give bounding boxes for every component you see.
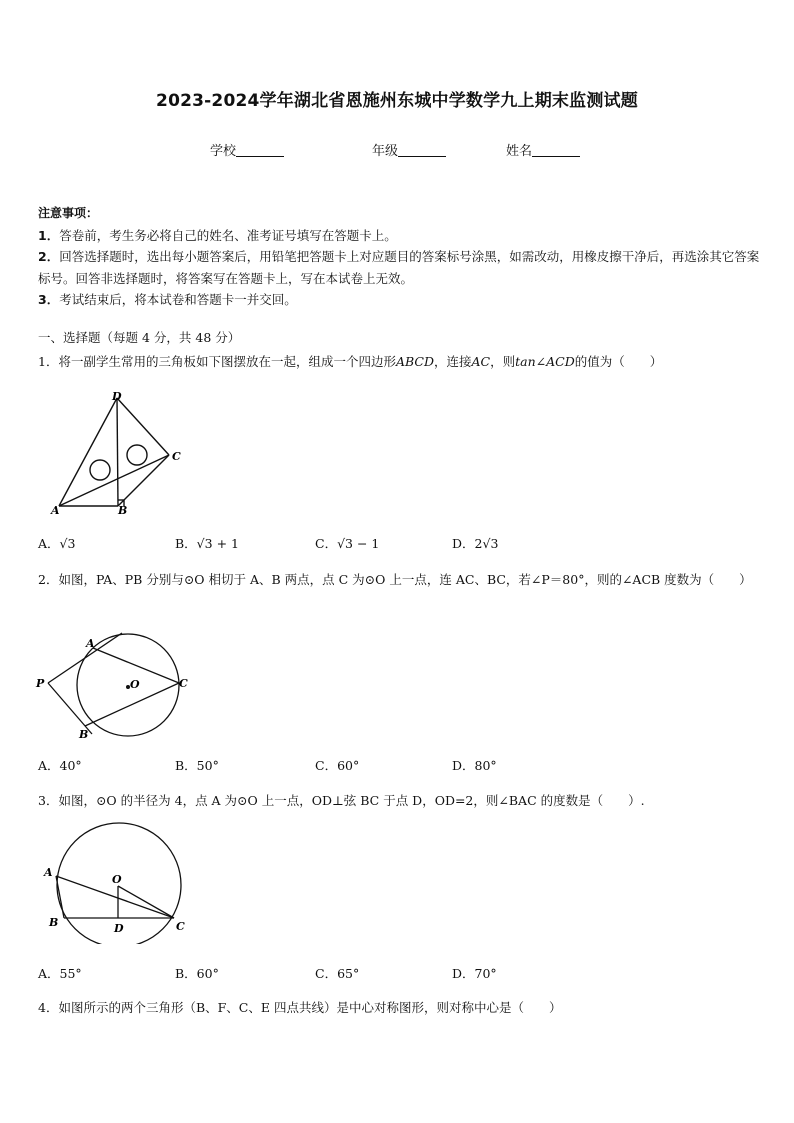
name-blank	[532, 142, 580, 157]
question-3-figure	[38, 822, 198, 944]
segment-oc	[118, 886, 174, 918]
label-b: B	[49, 916, 59, 929]
triangle-hole	[127, 445, 147, 465]
edge-db	[117, 398, 118, 506]
triangle-hole	[90, 460, 110, 480]
label-a: A	[44, 866, 53, 879]
label-o: O	[130, 678, 140, 691]
label-b: B	[118, 504, 128, 517]
note-item: 1．答卷前，考生务必将自己的姓名、准考证号填写在答题卡上。	[38, 227, 397, 243]
option-c[interactable]: C．65°	[315, 966, 360, 981]
note-item: 3．考试结束后，将本试卷和答题卡一并交回。	[38, 292, 297, 307]
name-field	[506, 140, 580, 159]
student-info-row	[0, 140, 794, 160]
label-a: A	[86, 637, 95, 650]
label-c: C	[176, 920, 185, 933]
tangent-pa	[48, 633, 122, 683]
question-3-options	[38, 964, 760, 986]
grade-field	[372, 140, 446, 159]
label-b: B	[79, 728, 89, 741]
label-d: D	[112, 390, 122, 403]
notes-heading: 注意事项：	[38, 206, 99, 220]
grade-label: 年级	[372, 144, 399, 159]
option-c[interactable]: C．60°	[315, 758, 360, 773]
note-item: 2．回答选择题时，选出每小题答案后，用铅笔把答题卡上对应题目的答案标号涂黑，如需改动，用橡皮擦干净后，再选涂其它答案标号。回答非选择题时，将答案写在答题卡上，写在本试卷上无效。	[38, 249, 760, 286]
option-b[interactable]: B．50°	[175, 758, 219, 773]
question-2-options	[38, 756, 760, 778]
edge-da	[59, 398, 117, 506]
label-p: P	[36, 677, 45, 690]
option-a[interactable]: A．√3	[38, 536, 76, 551]
notes-section	[38, 203, 760, 311]
section-title: 一、选择题（每题 4 分，共 48 分）	[38, 330, 241, 345]
grade-blank	[398, 142, 446, 157]
option-d[interactable]: D．70°	[452, 966, 497, 981]
option-a[interactable]: A．55°	[38, 966, 82, 981]
option-d[interactable]: D．2√3	[452, 536, 499, 551]
option-a[interactable]: A．40°	[38, 758, 82, 773]
label-c: C	[172, 450, 181, 463]
edge-ac	[59, 455, 169, 506]
question-2-figure	[32, 630, 202, 746]
question-2-stem: 2．如图，PA、PB 分别与⊙O 相切于 A、B 两点，点 C 为⊙O 上一点，连 AC、BC，若∠P＝80°，则的∠ACB 度数为（ ）	[38, 572, 752, 587]
name-label: 姓名	[506, 144, 533, 159]
school-blank	[236, 142, 284, 157]
question-1-figure	[48, 388, 198, 518]
chord-ab	[56, 876, 64, 918]
option-b[interactable]: B．60°	[175, 966, 219, 981]
option-c[interactable]: C．√3 − 1	[315, 536, 380, 551]
question-4-stem: 4．如图所示的两个三角形（B、F、C、E 四点共线）是中心对称图形，则对称中心是（ ）	[38, 1000, 562, 1015]
label-c: C	[179, 677, 188, 690]
school-label: 学校	[210, 144, 237, 159]
school-field	[210, 140, 284, 159]
option-b[interactable]: B．√3 + 1	[175, 536, 239, 551]
label-o: O	[112, 873, 122, 886]
question-3-stem: 3．如图，⊙O 的半径为 4，点 A 为⊙O 上一点，OD⊥弦 BC 于点 D，OD=2，则∠BAC 的度数是（ ）.	[38, 793, 645, 808]
exam-title: 2023-2024学年湖北省恩施州东城中学数学九上期末监测试题	[156, 91, 638, 111]
option-d[interactable]: D．80°	[452, 758, 497, 773]
question-1-stem: 1．将一副学生常用的三角板如下图摆放在一起，组成一个四边形ABCD，连接AC，则tan∠ACD的值为（ ）	[38, 354, 663, 369]
label-d: D	[114, 922, 124, 935]
label-a: A	[51, 504, 60, 517]
question-1-options	[38, 534, 760, 556]
